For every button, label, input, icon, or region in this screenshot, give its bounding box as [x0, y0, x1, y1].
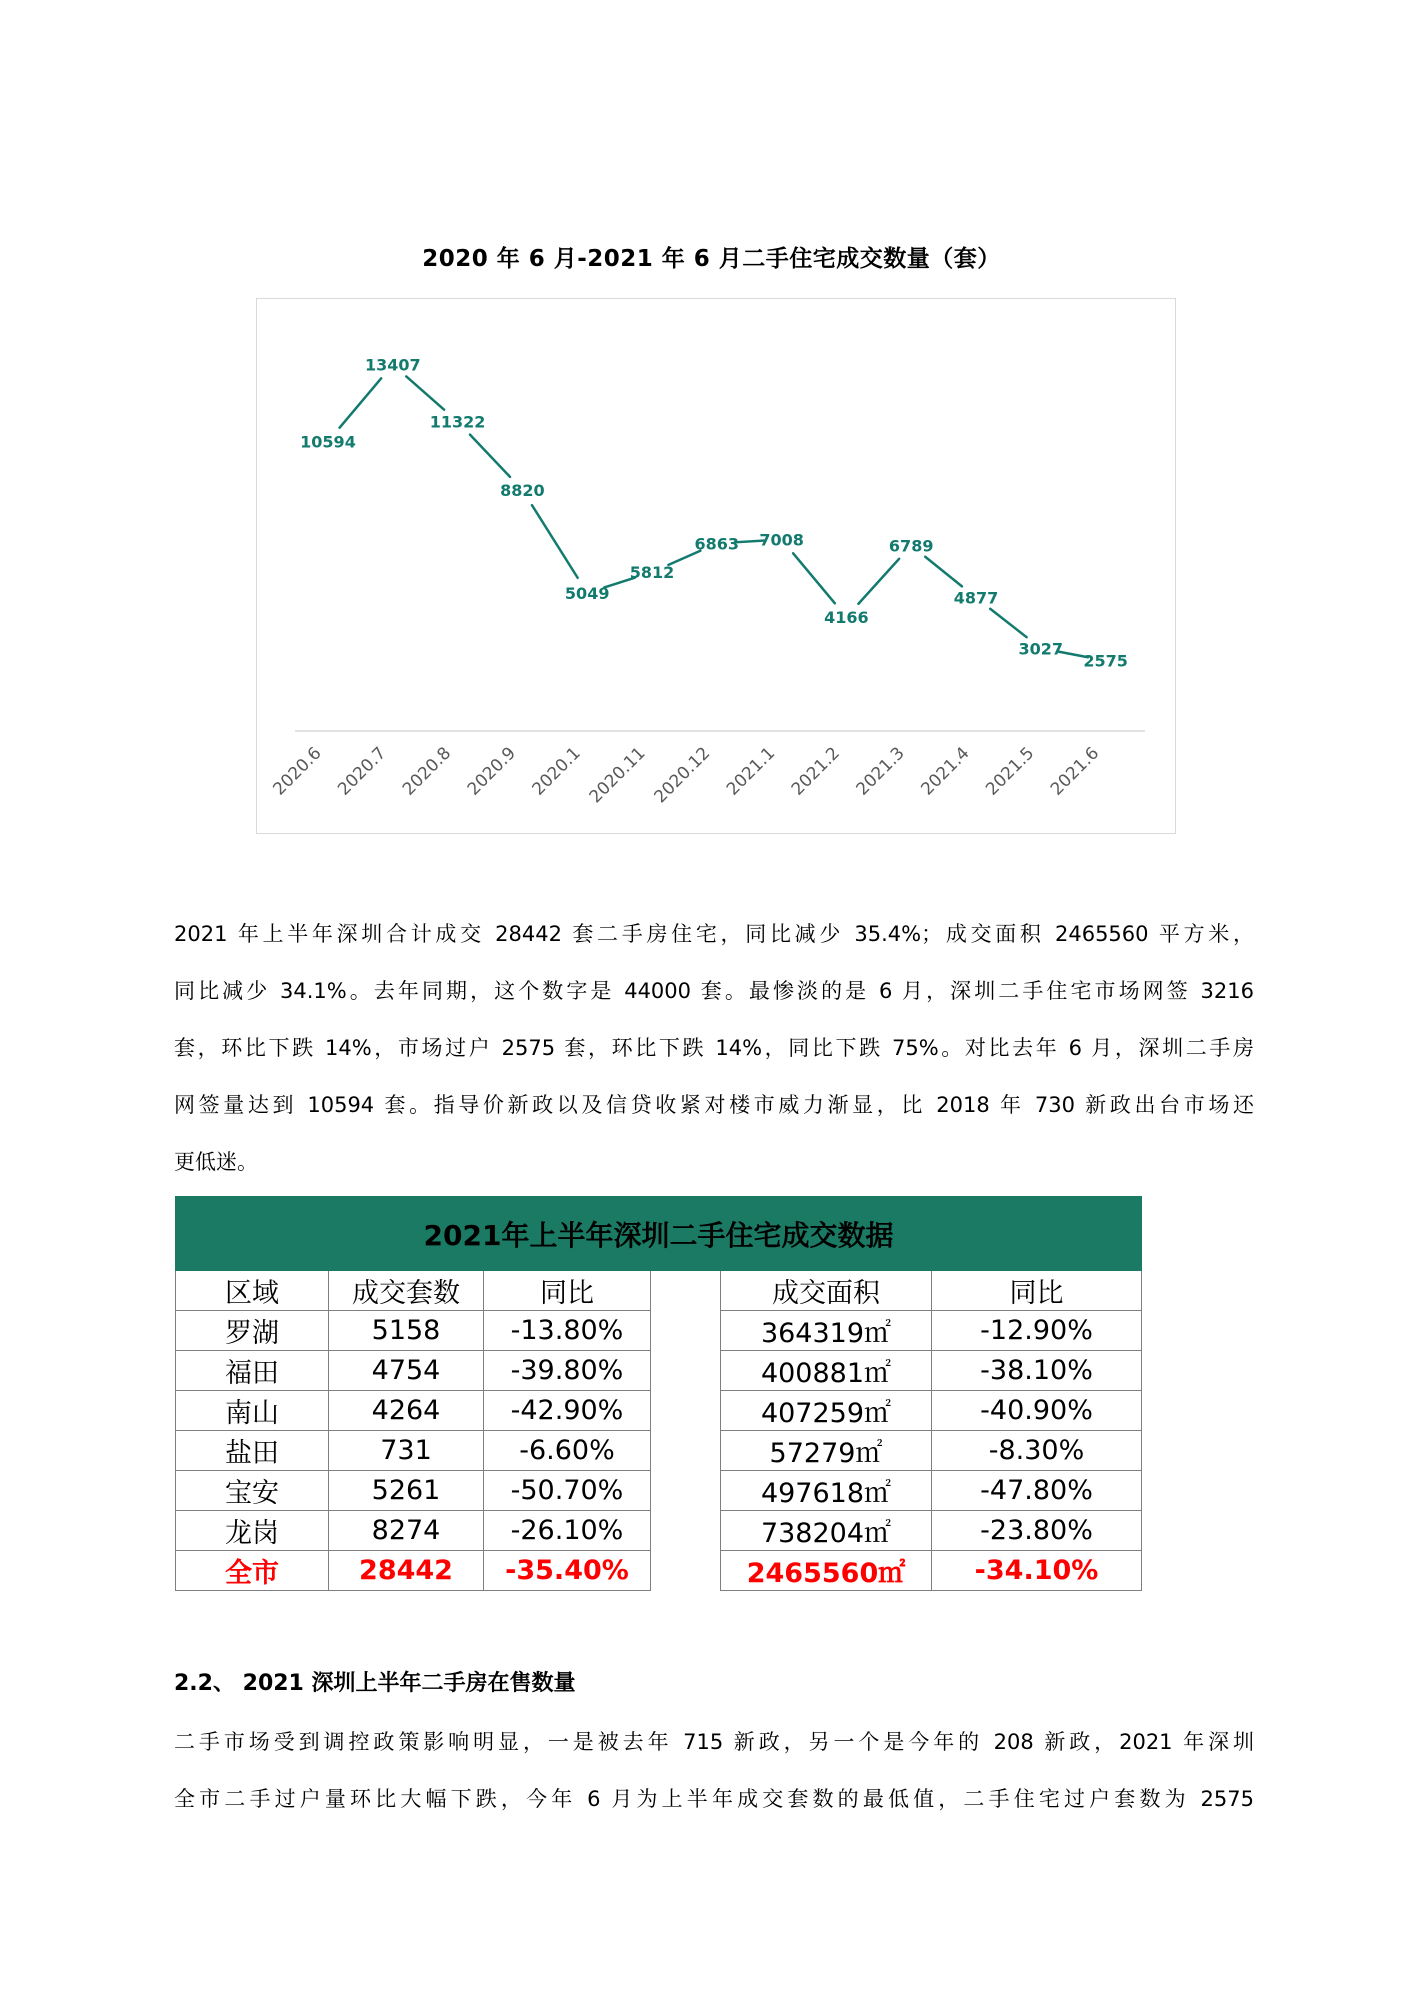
x-tick-label: 2020.11: [585, 743, 650, 808]
paragraph-line: 二手市场受到调控政策影响明显，一是被去年 715 新政，另一个是今年的 208 新政，2021 年深圳: [174, 1730, 1254, 1754]
cell-district: 宝安: [176, 1471, 329, 1511]
cell-yoy-area: -23.80%: [932, 1511, 1142, 1551]
cell-area: 497618㎡: [721, 1471, 932, 1511]
total-yoy-units: -35.40%: [484, 1551, 651, 1591]
series-line-segment: [793, 553, 835, 603]
cell-area: 407259㎡: [721, 1391, 932, 1431]
table-row: [176, 1431, 1142, 1471]
cell-units: 4264: [329, 1391, 484, 1431]
total-units: 28442: [329, 1551, 484, 1591]
line-chart: [256, 298, 1176, 834]
chart-svg: [257, 299, 1175, 833]
cell-district: 南山: [176, 1391, 329, 1431]
cell-units: 8274: [329, 1511, 484, 1551]
x-tick-label: 2020.9: [463, 743, 520, 800]
cell-yoy-units: -26.10%: [484, 1511, 651, 1551]
table-total-row: [176, 1551, 1142, 1591]
header-yoy-units: 同比: [484, 1271, 651, 1311]
cell-yoy-units: -42.90%: [484, 1391, 651, 1431]
x-tick-label: 2020.12: [650, 743, 715, 808]
data-label: 4877: [953, 588, 999, 608]
cell-yoy-units: -13.80%: [484, 1311, 651, 1351]
cell-district: 罗湖: [176, 1311, 329, 1351]
x-tick-label: 2021.2: [787, 743, 844, 800]
paragraph-line: 全市二手过户量环比大幅下跌，今年 6 月为上半年成交套数的最低值，二手住宅过户套数为 2575: [174, 1787, 1254, 1811]
table-header-row: [176, 1271, 1142, 1311]
transaction-table: [175, 1196, 1141, 1591]
data-label: 2575: [1083, 651, 1128, 671]
table-gap: [651, 1551, 721, 1591]
cell-yoy-area: -47.80%: [932, 1471, 1142, 1511]
chart-title: 2020 年 6 月-2021 年 6 月二手住宅成交数量（套）: [422, 246, 1001, 272]
cell-district: 盐田: [176, 1431, 329, 1471]
table-row: [176, 1351, 1142, 1391]
cell-units: 5261: [329, 1471, 484, 1511]
cell-units: 731: [329, 1431, 484, 1471]
cell-yoy-area: -12.90%: [932, 1311, 1142, 1351]
data-label: 6789: [888, 536, 934, 556]
series-line-segment: [532, 505, 578, 578]
section-heading: 2.2、 2021 深圳上半年二手房在售数量: [174, 1671, 576, 1696]
cell-area: 57279㎡: [721, 1431, 932, 1471]
cell-yoy-area: -38.10%: [932, 1351, 1142, 1391]
paragraph-line: 2021 年上半年深圳合计成交 28442 套二手房住宅，同比减少 35.4%；成交面积 2465560 平方米，: [174, 922, 1254, 946]
data-label: 6863: [694, 534, 740, 554]
data-label: 11322: [429, 412, 486, 432]
data-label: 10594: [300, 432, 356, 452]
cell-yoy-units: -39.80%: [484, 1351, 651, 1391]
series-line-segment: [925, 557, 962, 587]
series-line-segment: [340, 378, 382, 427]
series-line-segment: [470, 435, 510, 477]
table-gap: [651, 1271, 721, 1311]
cell-yoy-area: -8.30%: [932, 1431, 1142, 1471]
table-gap: [651, 1391, 721, 1431]
x-tick-label: 2021.6: [1046, 743, 1104, 800]
x-tick-label: 2021.1: [722, 743, 780, 800]
table-title: 2021年上半年深圳二手住宅成交数据: [176, 1197, 1142, 1271]
header-units: 成交套数: [329, 1271, 484, 1311]
data-label: 5812: [629, 563, 675, 583]
data-label: 4166: [824, 608, 869, 628]
data-label: 7008: [759, 530, 804, 550]
paragraph-line: 网签量达到 10594 套。指导价新政以及信贷收紧对楼市威力渐显，比 2018 年 730 新政出台市场还: [174, 1093, 1254, 1117]
total-yoy-area: -34.10%: [932, 1551, 1142, 1591]
series-line-segment: [858, 559, 899, 604]
table-gap: [651, 1351, 721, 1391]
x-tick-label: 2020.7: [334, 743, 391, 800]
paragraph-section: [174, 1714, 1254, 1828]
header-district: 区域: [176, 1271, 329, 1311]
cell-yoy-units: -6.60%: [484, 1431, 651, 1471]
table-row: [176, 1391, 1142, 1431]
total-area: 2465560㎡: [721, 1551, 932, 1591]
cell-units: 5158: [329, 1311, 484, 1351]
data-label: 8820: [500, 480, 545, 500]
header-area: 成交面积: [721, 1271, 932, 1311]
total-district: 全市: [176, 1551, 329, 1591]
cell-yoy-units: -50.70%: [484, 1471, 651, 1511]
table-gap: [651, 1471, 721, 1511]
paragraph-line: 同比减少 34.1%。去年同期，这个数字是 44000 套。最惨淡的是 6 月，深圳二手住宅市场网签 3216: [174, 979, 1254, 1003]
x-tick-label: 2020.8: [398, 743, 456, 800]
cell-units: 4754: [329, 1351, 484, 1391]
paragraph-line: 更低迷。: [174, 1150, 258, 1174]
table-row: [176, 1471, 1142, 1511]
table-row: [176, 1311, 1142, 1351]
data-label: 13407: [364, 355, 421, 375]
cell-district: 龙岗: [176, 1511, 329, 1551]
table-gap: [651, 1311, 721, 1351]
cell-area: 364319㎡: [721, 1311, 932, 1351]
table-row: [176, 1511, 1142, 1551]
x-tick-label: 2021.5: [982, 743, 1039, 800]
series-line-segment: [406, 376, 444, 409]
x-tick-label: 2021.3: [852, 743, 909, 800]
x-tick-label: 2020.6: [269, 743, 326, 800]
cell-district: 福田: [176, 1351, 329, 1391]
table-gap: [651, 1511, 721, 1551]
cell-area: 738204㎡: [721, 1511, 932, 1551]
table-gap: [651, 1431, 721, 1471]
paragraph-line: 套，环比下跌 14%，市场过户 2575 套，环比下跌 14%，同比下跌 75%。对比去年 6 月，深圳二手房: [174, 1036, 1254, 1060]
header-yoy-area: 同比: [932, 1271, 1142, 1311]
paragraph-summary: [174, 906, 1254, 1191]
series-line-segment: [990, 609, 1026, 637]
cell-yoy-area: -40.90%: [932, 1391, 1142, 1431]
data-label: 5049: [564, 583, 610, 603]
x-tick-label: 2020.1: [528, 743, 585, 800]
x-tick-label: 2021.4: [917, 743, 974, 800]
cell-area: 400881㎡: [721, 1351, 932, 1391]
data-label: 3027: [1018, 639, 1064, 659]
